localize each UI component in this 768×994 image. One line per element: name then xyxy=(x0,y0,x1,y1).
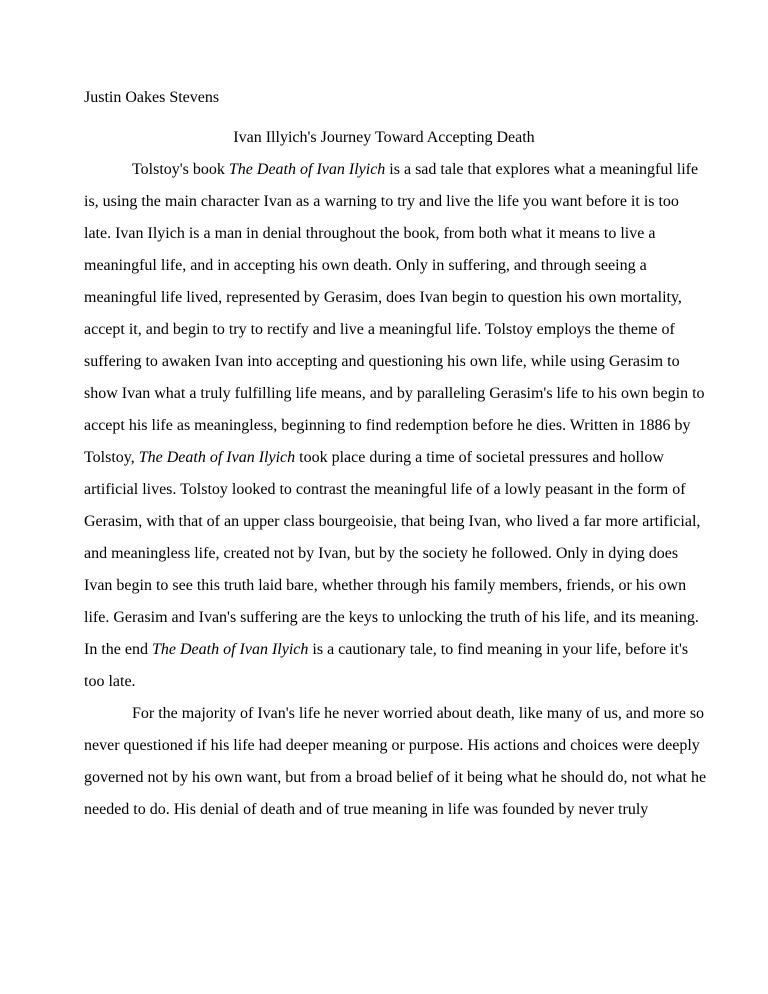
text-run: Tolstoy's book xyxy=(132,161,229,178)
paragraph-line: late. Ivan Ilyich is a man in denial throughout the book, from both what it means to live a xyxy=(84,225,656,242)
paragraph-line: meaningful life lived, represented by Gerasim, does Ivan begin to question his own mortality, xyxy=(84,289,682,306)
text-run: Tolstoy, xyxy=(84,449,139,466)
paragraph-line: never questioned if his life had deeper meaning or purpose. His actions and choices were deeply xyxy=(84,737,700,754)
paragraph-line: is, using the main character Ivan as a warning to try and live the life you want before it is too xyxy=(84,193,679,210)
paragraph-line: artificial lives. Tolstoy looked to contrast the meaningful life of a lowly peasant in the form of xyxy=(84,481,686,498)
paragraph-line: For the majority of Ivan's life he never worried about death, like many of us, and more so xyxy=(132,705,705,722)
book-title-italic: The Death of Ivan Ilyich xyxy=(228,161,386,178)
paragraph-line: Ivan begin to see this truth laid bare, whether through his family members, friends, or his own xyxy=(84,577,687,594)
author-name: Justin Oakes Stevens xyxy=(84,89,220,106)
paragraph-line: accept it, and begin to try to rectify and live a meaningful life. Tolstoy employs the theme of xyxy=(84,321,675,338)
paragraph-line: life. Gerasim and Ivan's suffering are the keys to unlocking the truth of his life, and its meaning. xyxy=(84,609,699,626)
text-run: is a sad tale that explores what a meaningful life xyxy=(385,161,699,178)
book-title-italic: The Death of Ivan Ilyich xyxy=(138,449,296,466)
paragraph-line xyxy=(84,448,664,468)
paragraph-line: meaningful life, and in accepting his own death. Only in suffering, and through seeing a xyxy=(84,257,647,274)
paragraph-line: governed not by his own want, but from a broad belief of it being what he should do, not what he xyxy=(84,769,707,786)
text-run: is a cautionary tale, to find meaning in your life, before it's xyxy=(308,641,689,658)
essay-title: Ivan Illyich's Journey Toward Accepting Death xyxy=(233,129,535,146)
paragraph-line: suffering to awaken Ivan into accepting and questioning his own life, while using Gerasim to xyxy=(84,353,680,370)
paragraph-line: show Ivan what a truly fulfilling life means, and by paralleling Gerasim's life to his own begin to xyxy=(84,385,705,402)
paragraph-line: accept his life as meaningless, beginning to find redemption before he dies. Written in 1886 by xyxy=(84,417,691,434)
paragraph-line xyxy=(84,640,688,660)
paragraph-line xyxy=(132,160,698,180)
paragraph-line: and meaningless life, created not by Ivan, but by the society he followed. Only in dying does xyxy=(84,545,679,562)
paragraph-line: Gerasim, with that of an upper class bourgeoisie, that being Ivan, who lived a far more artificial, xyxy=(84,513,701,530)
paragraph-line: needed to do. His denial of death and of true meaning in life was founded by never truly xyxy=(84,801,649,818)
book-title-italic: The Death of Ivan Ilyich xyxy=(151,641,309,658)
paragraph-line: too late. xyxy=(84,673,136,690)
text-run: took place during a time of societal pressures and hollow xyxy=(295,449,664,466)
text-run: In the end xyxy=(84,641,152,658)
